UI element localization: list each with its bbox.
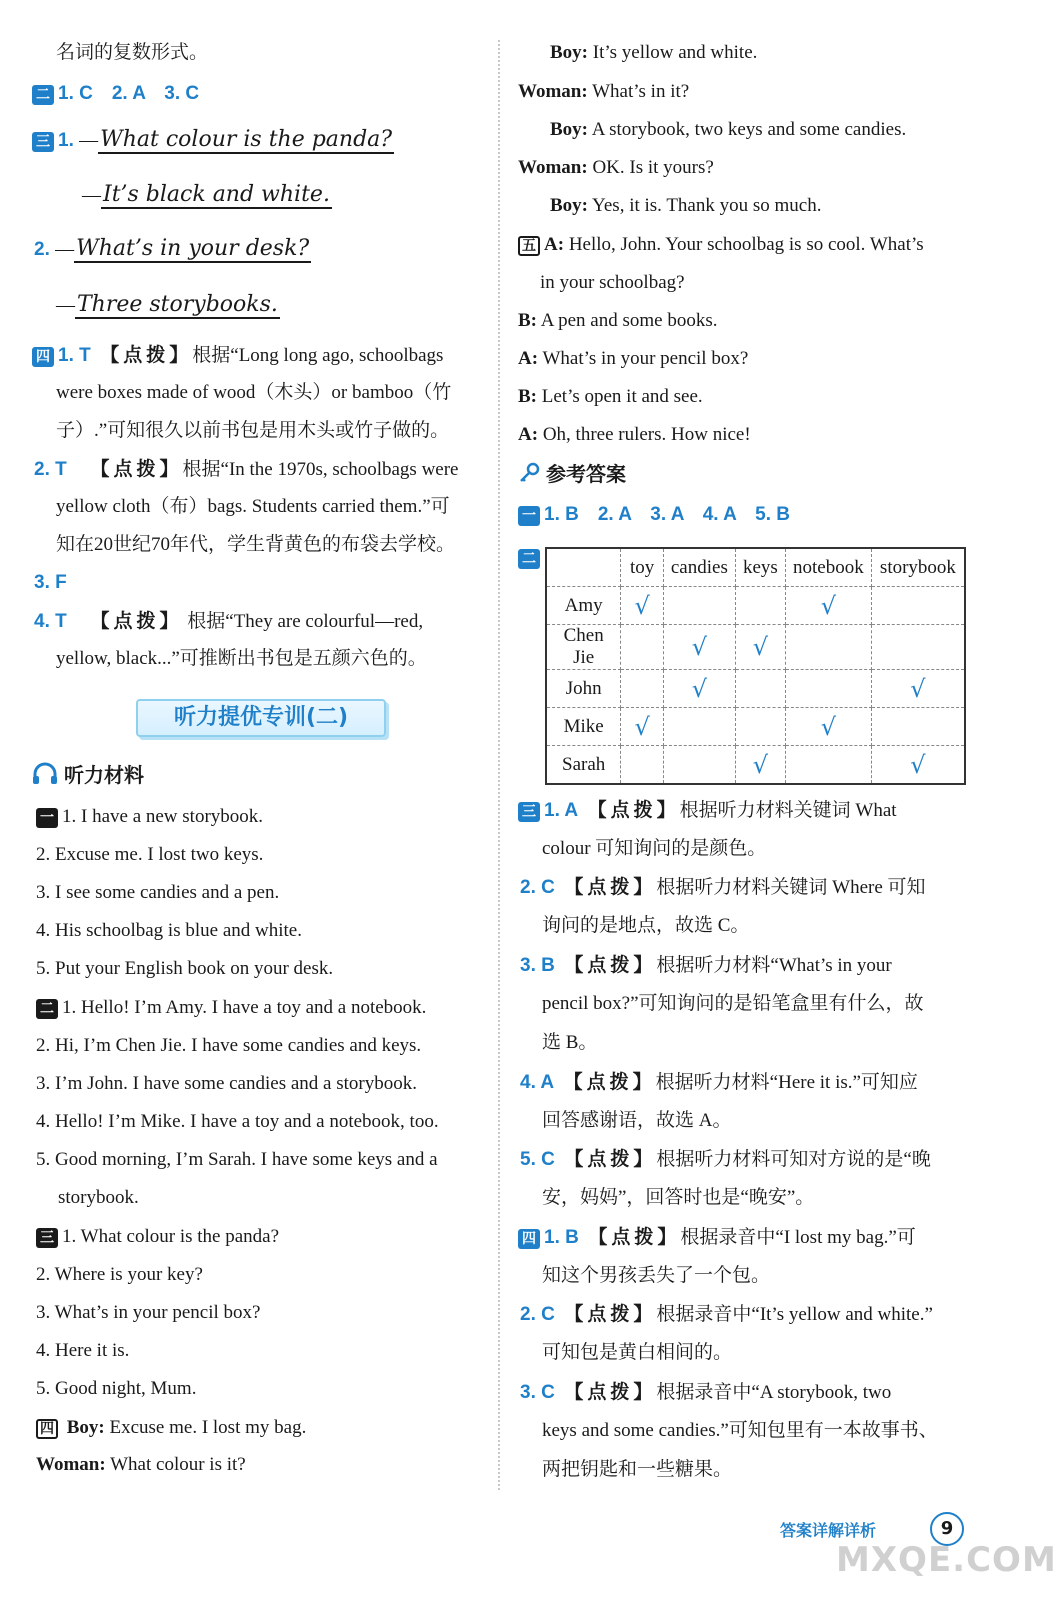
text-line: 两把钥匙和一些糖果。 [542, 1459, 733, 1480]
check-mark-cell: √ [735, 746, 785, 785]
text-line: 名词的复数形式。 [56, 42, 209, 63]
section-4-badge: 四 [36, 1419, 58, 1439]
material-2-3: 3. I’m John. I have some candies and a storybook. [36, 1073, 417, 1094]
section-4-item-3: 3. F [34, 572, 67, 593]
text-line: were boxes made of wood（木头）or bamboo（竹 [56, 382, 452, 403]
column-header-keys: keys [735, 548, 785, 587]
section-4-badge: 四 [32, 347, 54, 367]
section-2-badge: 二 [36, 999, 58, 1019]
dialogue-line: B: A pen and some books. [518, 310, 718, 331]
answer-4-3: 3. C 【点拨】根据录音中“A storybook, two [520, 1381, 892, 1403]
material-3-5: 5. Good night, Mum. [36, 1378, 197, 1399]
empty-cell [871, 625, 965, 670]
dialogue-line: Boy: A storybook, two keys and some candies. [550, 119, 907, 140]
material-1-5: 5. Put your English book on your desk. [36, 958, 334, 979]
empty-cell [663, 587, 735, 625]
empty-cell [663, 708, 735, 746]
material-1-3: 3. I see some candies and a pen. [36, 882, 280, 903]
empty-cell [735, 670, 785, 708]
empty-cell [663, 746, 735, 785]
material-1-1: 一 1. I have a new storybook. [36, 804, 263, 830]
empty-cell [785, 625, 871, 670]
answer-3-1: 三 1. A 【点拨】根据听力材料关键词 What [518, 797, 897, 824]
text-line: 选 B。 [542, 1032, 598, 1053]
answer-3-3: 3. B 【点拨】根据听力材料“What’s in your [520, 954, 892, 976]
key-icon [518, 462, 540, 492]
answer-4-1: 四 1. B 【点拨】根据录音中“I lost my bag.”可 [518, 1224, 916, 1251]
column-divider [498, 40, 500, 1490]
handwritten-answer: What’s in your desk? [76, 236, 310, 261]
row-name: John [546, 670, 621, 708]
dialogue-line: Boy: Yes, it is. Thank you so much. [550, 195, 822, 216]
table-row [546, 746, 965, 785]
material-3-3: 3. What’s in your pencil box? [36, 1302, 261, 1323]
answer-4-2: 2. C 【点拨】根据录音中“It’s yellow and white.” [520, 1303, 933, 1325]
empty-cell [735, 708, 785, 746]
text-line: pencil box?”可知询问的是铅笔盒里有什么，故 [542, 993, 924, 1014]
check-mark-cell: √ [663, 625, 735, 670]
empty-cell [621, 670, 664, 708]
text-line: 知在20世纪70年代，学生背黄色的布袋去学校。 [56, 534, 456, 555]
empty-cell [621, 746, 664, 785]
text-line: yellow, black...”可推断出书包是五颜六色的。 [56, 648, 427, 669]
answer-title: 参考答案 [546, 462, 626, 486]
material-4-woman: Woman: What colour is it? [36, 1454, 246, 1475]
text-line: keys and some candies.”可知包里有一本故事书、 [542, 1420, 938, 1441]
empty-cell [735, 587, 785, 625]
check-mark-cell: √ [785, 708, 871, 746]
text-line: 回答感谢语，故选 A。 [542, 1110, 732, 1131]
material-3-4: 4. Here it is. [36, 1340, 130, 1361]
section-4-item-1: 四 1. T 【点拨】根据“Long long ago, schoolbags [32, 342, 443, 369]
section-3-q2-reply: —Three storybooks. [56, 292, 278, 317]
table-row [546, 587, 965, 625]
empty-cell [871, 587, 965, 625]
check-mark-cell: √ [871, 746, 965, 785]
section-title: 听力提优专训(二) [136, 699, 386, 737]
text-line: 可知包是黄白相间的。 [542, 1342, 733, 1363]
handwritten-answer: Three storybooks. [77, 292, 278, 317]
check-mark-cell: √ [735, 625, 785, 670]
table-row [546, 670, 965, 708]
dialogue-line: B: Let’s open it and see. [518, 386, 703, 407]
row-name: Mike [546, 708, 621, 746]
section-3-badge: 三 [32, 132, 54, 152]
material-2-2: 2. Hi, I’m Chen Jie. I have some candies and keys. [36, 1035, 422, 1056]
material-3-1: 三 1. What colour is the panda? [36, 1224, 279, 1250]
answer-3-2: 2. C 【点拨】根据听力材料关键词 Where 可知 [520, 876, 926, 898]
text-line: 知这个男孩丢失了一个包。 [542, 1265, 771, 1286]
dialogue-line: Woman: What’s in it? [518, 81, 690, 102]
material-title: 听力材料 [64, 763, 144, 787]
dialogue-line: A: Oh, three rulers. How nice! [518, 424, 751, 445]
text-line: 子）.”可知很久以前书包是用木头或竹子做的。 [56, 420, 450, 441]
section-3-badge: 三 [518, 802, 540, 822]
material-1-2: 2. Excuse me. I lost two keys. [36, 844, 264, 865]
material-header [32, 762, 144, 793]
section-2-answers [32, 81, 199, 107]
row-name: Sarah [546, 746, 621, 785]
table-row [546, 625, 965, 670]
answer-header [518, 461, 626, 492]
section-1-badge: 一 [518, 506, 540, 526]
empty-cell [621, 625, 664, 670]
section-3-q1: 三 1. —What colour is the panda? [32, 127, 394, 154]
check-mark-cell: √ [621, 587, 664, 625]
answer-2-badge-line [518, 545, 544, 571]
table-header-row [546, 548, 965, 587]
handwritten-answer: It’s black and white. [103, 182, 330, 207]
section-3-q2: 2. —What’s in your desk? [34, 236, 310, 261]
check-mark-cell: √ [621, 708, 664, 746]
material-2-5: 5. Good morning, I’m Sarah. I have some keys and a [36, 1149, 438, 1170]
row-name: Amy [546, 587, 621, 625]
answer-3-5: 5. C 【点拨】根据听力材料可知对方说的是“晚 [520, 1148, 931, 1170]
material-1-4: 4. His schoolbag is blue and white. [36, 920, 302, 941]
empty-cell [785, 670, 871, 708]
watermark-logo: MXQE.COM [836, 1540, 1057, 1580]
section-1-badge: 一 [36, 808, 58, 828]
answers-text: 1. C 2. A 3. C [58, 83, 200, 104]
text-line: colour 可知询问的是颜色。 [542, 838, 767, 859]
section-4-item-4: 4. T 【点拨】 根据“They are colourful—red, [34, 610, 424, 632]
check-mark-cell: √ [871, 670, 965, 708]
text-line: 询问的是地点，故选 C。 [542, 915, 750, 936]
section-4-item-2: 2. T 【点拨】根据“In the 1970s, schoolbags were [34, 458, 459, 480]
section-5-badge: 五 [518, 236, 540, 256]
dialogue-line: in your schoolbag? [540, 272, 685, 293]
column-header-notebook: notebook [785, 548, 871, 587]
empty-cell [871, 708, 965, 746]
check-mark-cell: √ [785, 587, 871, 625]
dialogue-line: Woman: OK. Is it yours? [518, 157, 714, 178]
column-header-storybook: storybook [871, 548, 965, 587]
empty-cell [785, 746, 871, 785]
text-line: yellow cloth（布）bags. Students carried them.”可 [56, 496, 450, 517]
material-2-4: 4. Hello! I’m Mike. I have a toy and a notebook, too. [36, 1111, 439, 1132]
table-row [546, 708, 965, 746]
section-2-badge: 二 [518, 549, 540, 569]
page-number: 9 [930, 1512, 964, 1546]
column-header-blank [546, 548, 621, 587]
section-4-badge: 四 [518, 1229, 540, 1249]
text-line: 安，妈妈”，回答时也是“晚安”。 [542, 1187, 815, 1208]
dialogue-line: A: What’s in your pencil box? [518, 348, 749, 369]
material-3-2: 2. Where is your key? [36, 1264, 203, 1285]
column-header-candies: candies [663, 548, 735, 587]
answer-1: 一 1. B 2. A 3. A 4. A 5. B [518, 502, 790, 528]
section-3-badge: 三 [36, 1228, 58, 1248]
dialogue-line: 五 A: Hello, John. Your schoolbag is so cool. What’s [518, 232, 924, 258]
answer-3-4: 4. A 【点拨】根据听力材料“Here it is.”可知应 [520, 1071, 918, 1093]
footer-label: 答案详解详析 [780, 1521, 877, 1540]
section-3-q1-reply: —It’s black and white. [82, 182, 330, 207]
section-2-badge: 二 [32, 85, 54, 105]
check-mark-cell: √ [663, 670, 735, 708]
answer-table [545, 547, 966, 785]
dialogue-line: Boy: It’s yellow and white. [550, 42, 758, 63]
row-name: Chen Jie [546, 625, 621, 670]
material-2-1: 二 1. Hello! I’m Amy. I have a toy and a notebook. [36, 995, 426, 1021]
material-2-5-cont: storybook. [58, 1187, 139, 1208]
column-header-toy: toy [621, 548, 664, 587]
headphones-icon [32, 763, 58, 793]
material-4-boy: 四 Boy: Excuse me. I lost my bag. [36, 1415, 306, 1441]
handwritten-answer: What colour is the panda? [100, 127, 393, 152]
